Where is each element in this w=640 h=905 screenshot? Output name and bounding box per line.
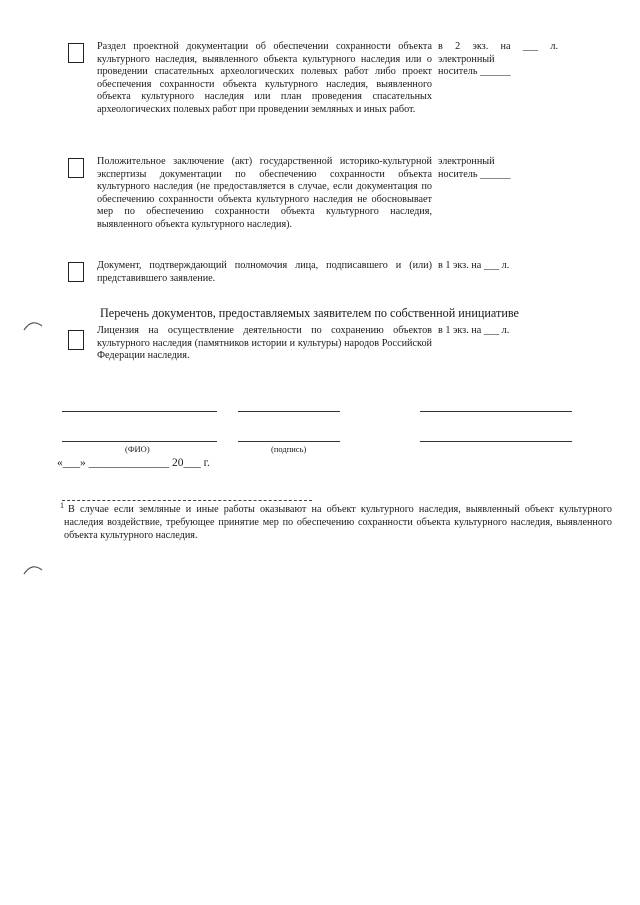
item-project-documentation-text: Раздел проектной документации об обеспечении сохранности объекта культурного наследия, выявленного объекта культурного наследия или о проведении спасательных археологических полевых работ либо проект обеспечения сохранности объекта культурного наследия, выявленного объекта культурного наследия или план проведения спасательных археологических полевых работ при проведении земляных и иных работ. — [97, 41, 432, 115]
checkbox-license[interactable] — [68, 330, 84, 350]
initiative-section-heading: Перечень документов, предоставляемых заявителем по собственной инициативе — [100, 306, 519, 320]
carrier-line: носитель ______ — [438, 66, 511, 78]
item-expertise-conclusion-copies — [438, 156, 558, 181]
signature-line-top-mid — [238, 411, 340, 412]
checkbox-authority-document[interactable] — [68, 262, 84, 282]
signature-line — [238, 441, 340, 442]
footnote-marker: 1 — [60, 501, 64, 510]
item-expertise-conclusion-text: Положительное заключение (акт) государственной историко-культурной экспертизы документации по обеспечению сохранности объекта культурного наследия (не предоставляется в случае, если документация по обеспечению сохранности объекта культурного наследия не обосновывает мер по обеспечению сохранности объекта культурного наследия, выявленного объекта культурного наследия). — [97, 156, 432, 230]
carrier-line: носитель ______ — [438, 168, 511, 180]
fio-caption: (ФИО) — [125, 444, 150, 454]
item-project-documentation-copies — [438, 41, 558, 79]
punch-hole-mark-upper — [22, 318, 44, 332]
footnote-text: В случае если земляные и иные работы оказывают на объект культурного наследия, выявленный объект культурного наследия воздействие, требующее принятие мер по обеспечению сохранности объекта культурного наследия, выявленного объекта культурного наследия. — [64, 504, 612, 541]
item-license-copies: в 1 экз. на ___ л. — [438, 325, 510, 336]
date-line-right — [420, 441, 572, 442]
date-field: «___» ______________ 20___ г. — [57, 457, 210, 469]
electronic-line: электронный — [438, 53, 495, 65]
signature-line-top-right — [420, 411, 572, 412]
signature-caption: (подпись) — [271, 444, 307, 454]
fio-line — [62, 441, 217, 442]
copies-line: в 2 экз. на ___ л. — [438, 41, 558, 52]
checkbox-expertise-conclusion[interactable] — [68, 158, 84, 178]
checkbox-project-documentation[interactable] — [68, 43, 84, 63]
signature-line-top-left — [62, 411, 217, 412]
footnote-separator — [62, 500, 312, 501]
electronic-line: электронный — [438, 156, 495, 167]
punch-hole-mark-lower — [22, 562, 44, 576]
item-authority-document-copies: в 1 экз. на ___ л. — [438, 260, 510, 271]
item-license-text: Лицензия на осуществление деятельности по сохранению объектов культурного наследия (памятников истории и культуры) народов Российской Федерации наследия. — [97, 325, 432, 362]
item-authority-document-text: Документ, подтверждающий полномочия лица, подписавшего и (или) представившего заявление. — [97, 260, 432, 284]
